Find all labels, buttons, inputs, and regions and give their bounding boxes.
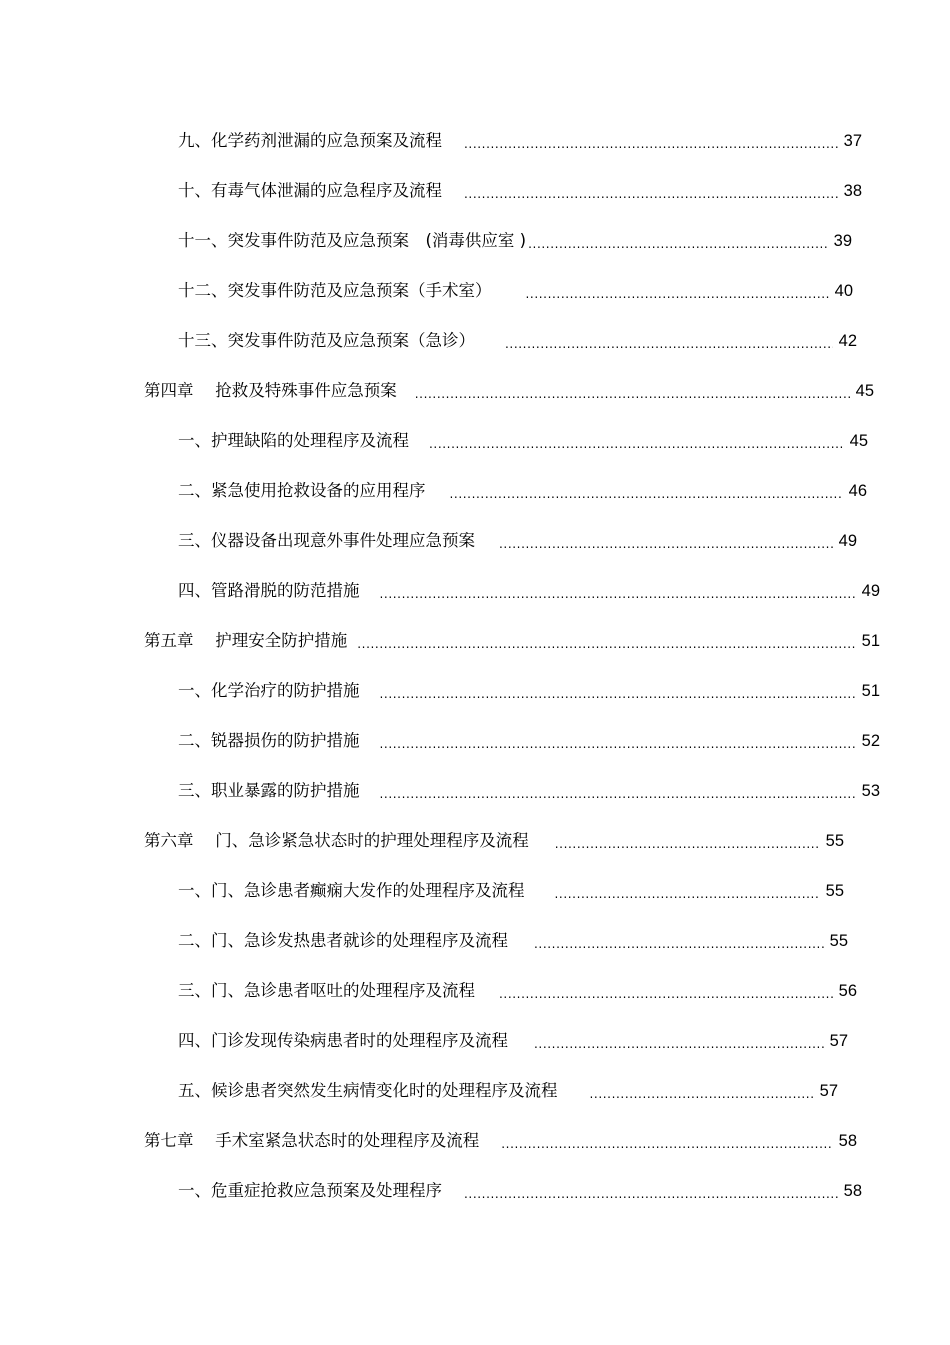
toc-entry-page: 49	[838, 532, 857, 550]
toc-entry-chapter	[144, 829, 844, 853]
toc-entry-title: 四、门诊发现传染病患者时的处理程序及流程	[178, 1031, 508, 1050]
toc-entry	[178, 929, 848, 953]
toc-leader-dots	[450, 485, 843, 503]
toc-leader-dots	[415, 385, 850, 403]
toc-entry	[178, 129, 862, 153]
toc-entry-title: 九、化学药剂泄漏的应急预案及流程	[178, 131, 442, 150]
toc-entry	[178, 1179, 862, 1203]
toc-leader-dots	[555, 885, 820, 903]
toc-entry-title: 一、门、急诊患者癫痫大发作的处理程序及流程	[178, 881, 525, 900]
toc-entry-page: 38	[843, 182, 862, 200]
toc-leader-dots	[499, 985, 833, 1003]
toc-entry-title: 一、危重症抢救应急预案及处理程序	[178, 1181, 442, 1200]
toc-leader-dots	[526, 285, 829, 303]
toc-entry-page: 45	[855, 382, 874, 400]
toc-entry-title: 十二、突发事件防范及应急预案（手术室）	[178, 281, 492, 300]
toc-entry	[178, 1079, 838, 1103]
toc-leader-dots	[501, 1135, 832, 1153]
toc-entry	[178, 429, 868, 453]
toc-entry-chapter	[144, 629, 880, 653]
toc-entry-title: 三、职业暴露的防护措施	[178, 781, 360, 800]
toc-entry-chapter	[144, 379, 874, 403]
toc-entry-page: 53	[861, 782, 880, 800]
toc-entry-page: 52	[861, 732, 880, 750]
toc-entry-title: 三、门、急诊患者呕吐的处理程序及流程	[178, 981, 475, 1000]
toc-entry	[178, 679, 880, 703]
toc-entry-title: 二、紧急使用抢救设备的应用程序	[178, 481, 426, 500]
toc-leader-dots	[555, 835, 820, 853]
toc-entry-title: 第五章 护理安全防护措施	[144, 631, 348, 650]
toc-entry-page: 55	[829, 932, 848, 950]
toc-leader-dots	[380, 585, 856, 603]
toc-entry-title: 第七章 手术室紧急状态时的处理程序及流程	[144, 1131, 480, 1150]
toc-leader-dots	[464, 1185, 838, 1203]
toc-entry-title: 五、候诊患者突然发生病情变化时的处理程序及流程	[178, 1081, 558, 1100]
toc-entry-page: 57	[829, 1032, 848, 1050]
toc-entry-chapter	[144, 1129, 857, 1153]
toc-entry	[178, 779, 880, 803]
toc-entry	[178, 179, 862, 203]
toc-entry-page: 51	[861, 682, 880, 700]
toc-entry-title: 一、化学治疗的防护措施	[178, 681, 360, 700]
toc-entry-title: 第四章 抢救及特殊事件应急预案	[144, 381, 397, 400]
toc-leader-dots	[534, 935, 824, 953]
toc-entry-title: 十三、突发事件防范及应急预案（急诊）	[178, 331, 475, 350]
toc-leader-dots	[464, 185, 838, 203]
toc-entry-page: 51	[861, 632, 880, 650]
toc-entry-page: 42	[838, 332, 857, 350]
toc-entry	[178, 479, 867, 503]
toc-entry-page: 40	[834, 282, 853, 300]
toc-entry-title: 十一、突发事件防范及应急预案 (消毒供应室 )	[178, 231, 527, 250]
toc-entry-page: 56	[838, 982, 857, 1000]
toc-entry-page: 58	[838, 1132, 857, 1150]
toc-entry	[178, 329, 857, 353]
toc-entry-title: 一、护理缺陷的处理程序及流程	[178, 431, 409, 450]
toc-entry	[178, 979, 857, 1003]
toc-entry-page: 45	[849, 432, 868, 450]
toc-leader-dots	[534, 1035, 824, 1053]
toc-entry-page: 39	[833, 232, 852, 250]
toc-leader-dots	[380, 785, 856, 803]
toc-leader-dots	[590, 1085, 814, 1103]
toc-leader-dots	[380, 735, 856, 753]
toc-entry-title: 三、仪器设备出现意外事件处理应急预案	[178, 531, 475, 550]
toc-entry-page: 57	[819, 1082, 838, 1100]
toc-entry-page: 37	[843, 132, 862, 150]
toc-entry-page: 55	[825, 882, 844, 900]
toc-entry-page: 49	[861, 582, 880, 600]
toc-entry-title: 二、锐器损伤的防护措施	[178, 731, 360, 750]
toc-leader-dots	[429, 435, 844, 453]
toc-entry-page: 55	[825, 832, 844, 850]
toc-leader-dots	[528, 235, 828, 253]
toc-entry	[178, 729, 880, 753]
toc-entry	[178, 579, 880, 603]
toc-entry	[178, 879, 844, 903]
toc-entry-title: 第六章 门、急诊紧急状态时的护理处理程序及流程	[144, 831, 529, 850]
toc-leader-dots	[505, 335, 833, 353]
toc-entry-page: 58	[843, 1182, 862, 1200]
toc-entry-title: 十、有毒气体泄漏的应急程序及流程	[178, 181, 442, 200]
toc-entry	[178, 229, 852, 253]
toc-entry	[178, 1029, 848, 1053]
toc-entry-page: 46	[848, 482, 867, 500]
toc-entry-title: 二、门、急诊发热患者就诊的处理程序及流程	[178, 931, 508, 950]
toc-entry-title: 四、管路滑脱的防范措施	[178, 581, 360, 600]
toc-entry	[178, 279, 853, 303]
toc-leader-dots	[357, 635, 855, 653]
toc-leader-dots	[380, 685, 856, 703]
toc-leader-dots	[464, 135, 838, 153]
toc-leader-dots	[499, 535, 833, 553]
toc-entry	[178, 529, 857, 553]
